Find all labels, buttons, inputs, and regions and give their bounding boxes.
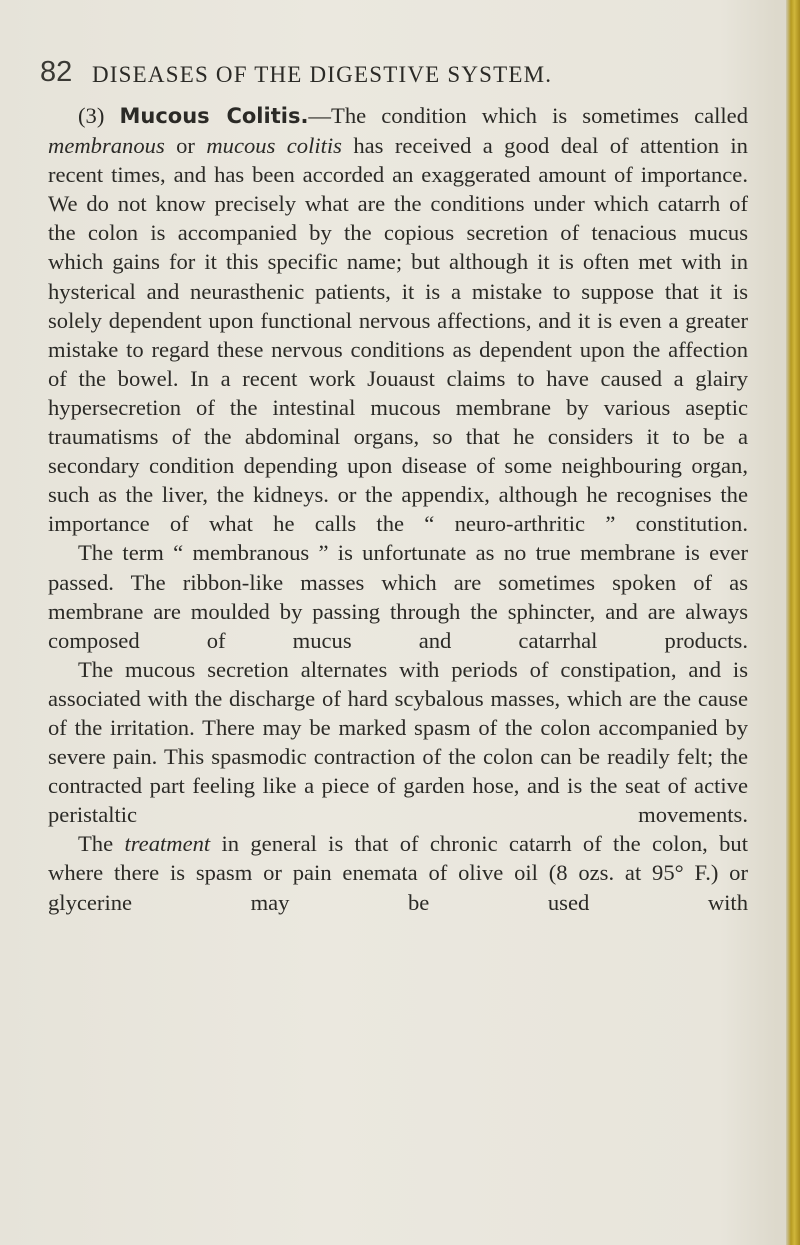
italic-term: membranous bbox=[48, 133, 165, 159]
paragraph-membranous: The term “ membranous ” is unfortunate as no true membrane is ever passed. The ribbon-like masses which are sometimes spoken of as membrane are moulded by passing through the sphincter, and are always composed of mucus and catarrhal products. bbox=[48, 540, 748, 653]
paragraph-text: The bbox=[78, 831, 125, 857]
paragraph-text: or bbox=[164, 133, 207, 159]
paragraph-secretion: The mucous secretion alternates with periods of constipation, and is associated with the discharge of hard scybalous masses, which are the cause of the irritation. There may be marked spasm of the colon accompanied by severe pain. This spasmodic contraction of the colon can be readily felt; the contracted part feeling like a piece of garden hose, and is the seat of active peristaltic movements. bbox=[48, 656, 748, 828]
paragraph-text: has received a good deal of attention in recent times, and has been accorded an exaggerated amount of importance. We do not know precisely what are the conditions under which catarrh of the colon is accompanied by the copious secretion of tenacious mucus which gains for it this specific name; but although it is often met with in hysterical and neurasthenic patients, it is a mistake to suppose that it is solely dependent upon functional nervous affections, and it is even a greater mistake to regard these nervous conditions as dependent upon the affection of the bowel. In a recent work Jouaust claims to have caused a glairy hypersecretion of the intestinal mucous membrane by various aseptic traumatisms of the abdominal organs, so that he considers it to be a secondary condition depending upon disease of some neighbouring organ, such as the liver, the kidneys. or the appendix, although he recognises the importance of what he calls the “ neuro-arthritic ” constitution. bbox=[48, 133, 748, 537]
section-heading: Mucous Colitis. bbox=[119, 104, 309, 128]
section-number: (3) bbox=[78, 103, 105, 128]
italic-term: treatment bbox=[124, 831, 211, 857]
italic-term: mucous colitis bbox=[206, 133, 342, 159]
page-number: 82 bbox=[40, 56, 73, 88]
paragraph-text: —The condition which is sometimes called bbox=[308, 103, 749, 128]
book-binding-edge bbox=[786, 0, 800, 1245]
paragraph-treatment bbox=[48, 829, 748, 916]
running-head bbox=[40, 56, 760, 96]
paragraph-mucous-colitis bbox=[48, 101, 748, 538]
body-text bbox=[48, 101, 748, 917]
running-head-title: DISEASES OF THE DIGESTIVE SYSTEM. bbox=[92, 62, 553, 87]
paragraph-text: in general is that of chronic catarrh of the colon, but where there is spasm or pain enemata of olive oil (8 ozs. at 95° F.) or glycerine may be used with bbox=[48, 831, 748, 915]
